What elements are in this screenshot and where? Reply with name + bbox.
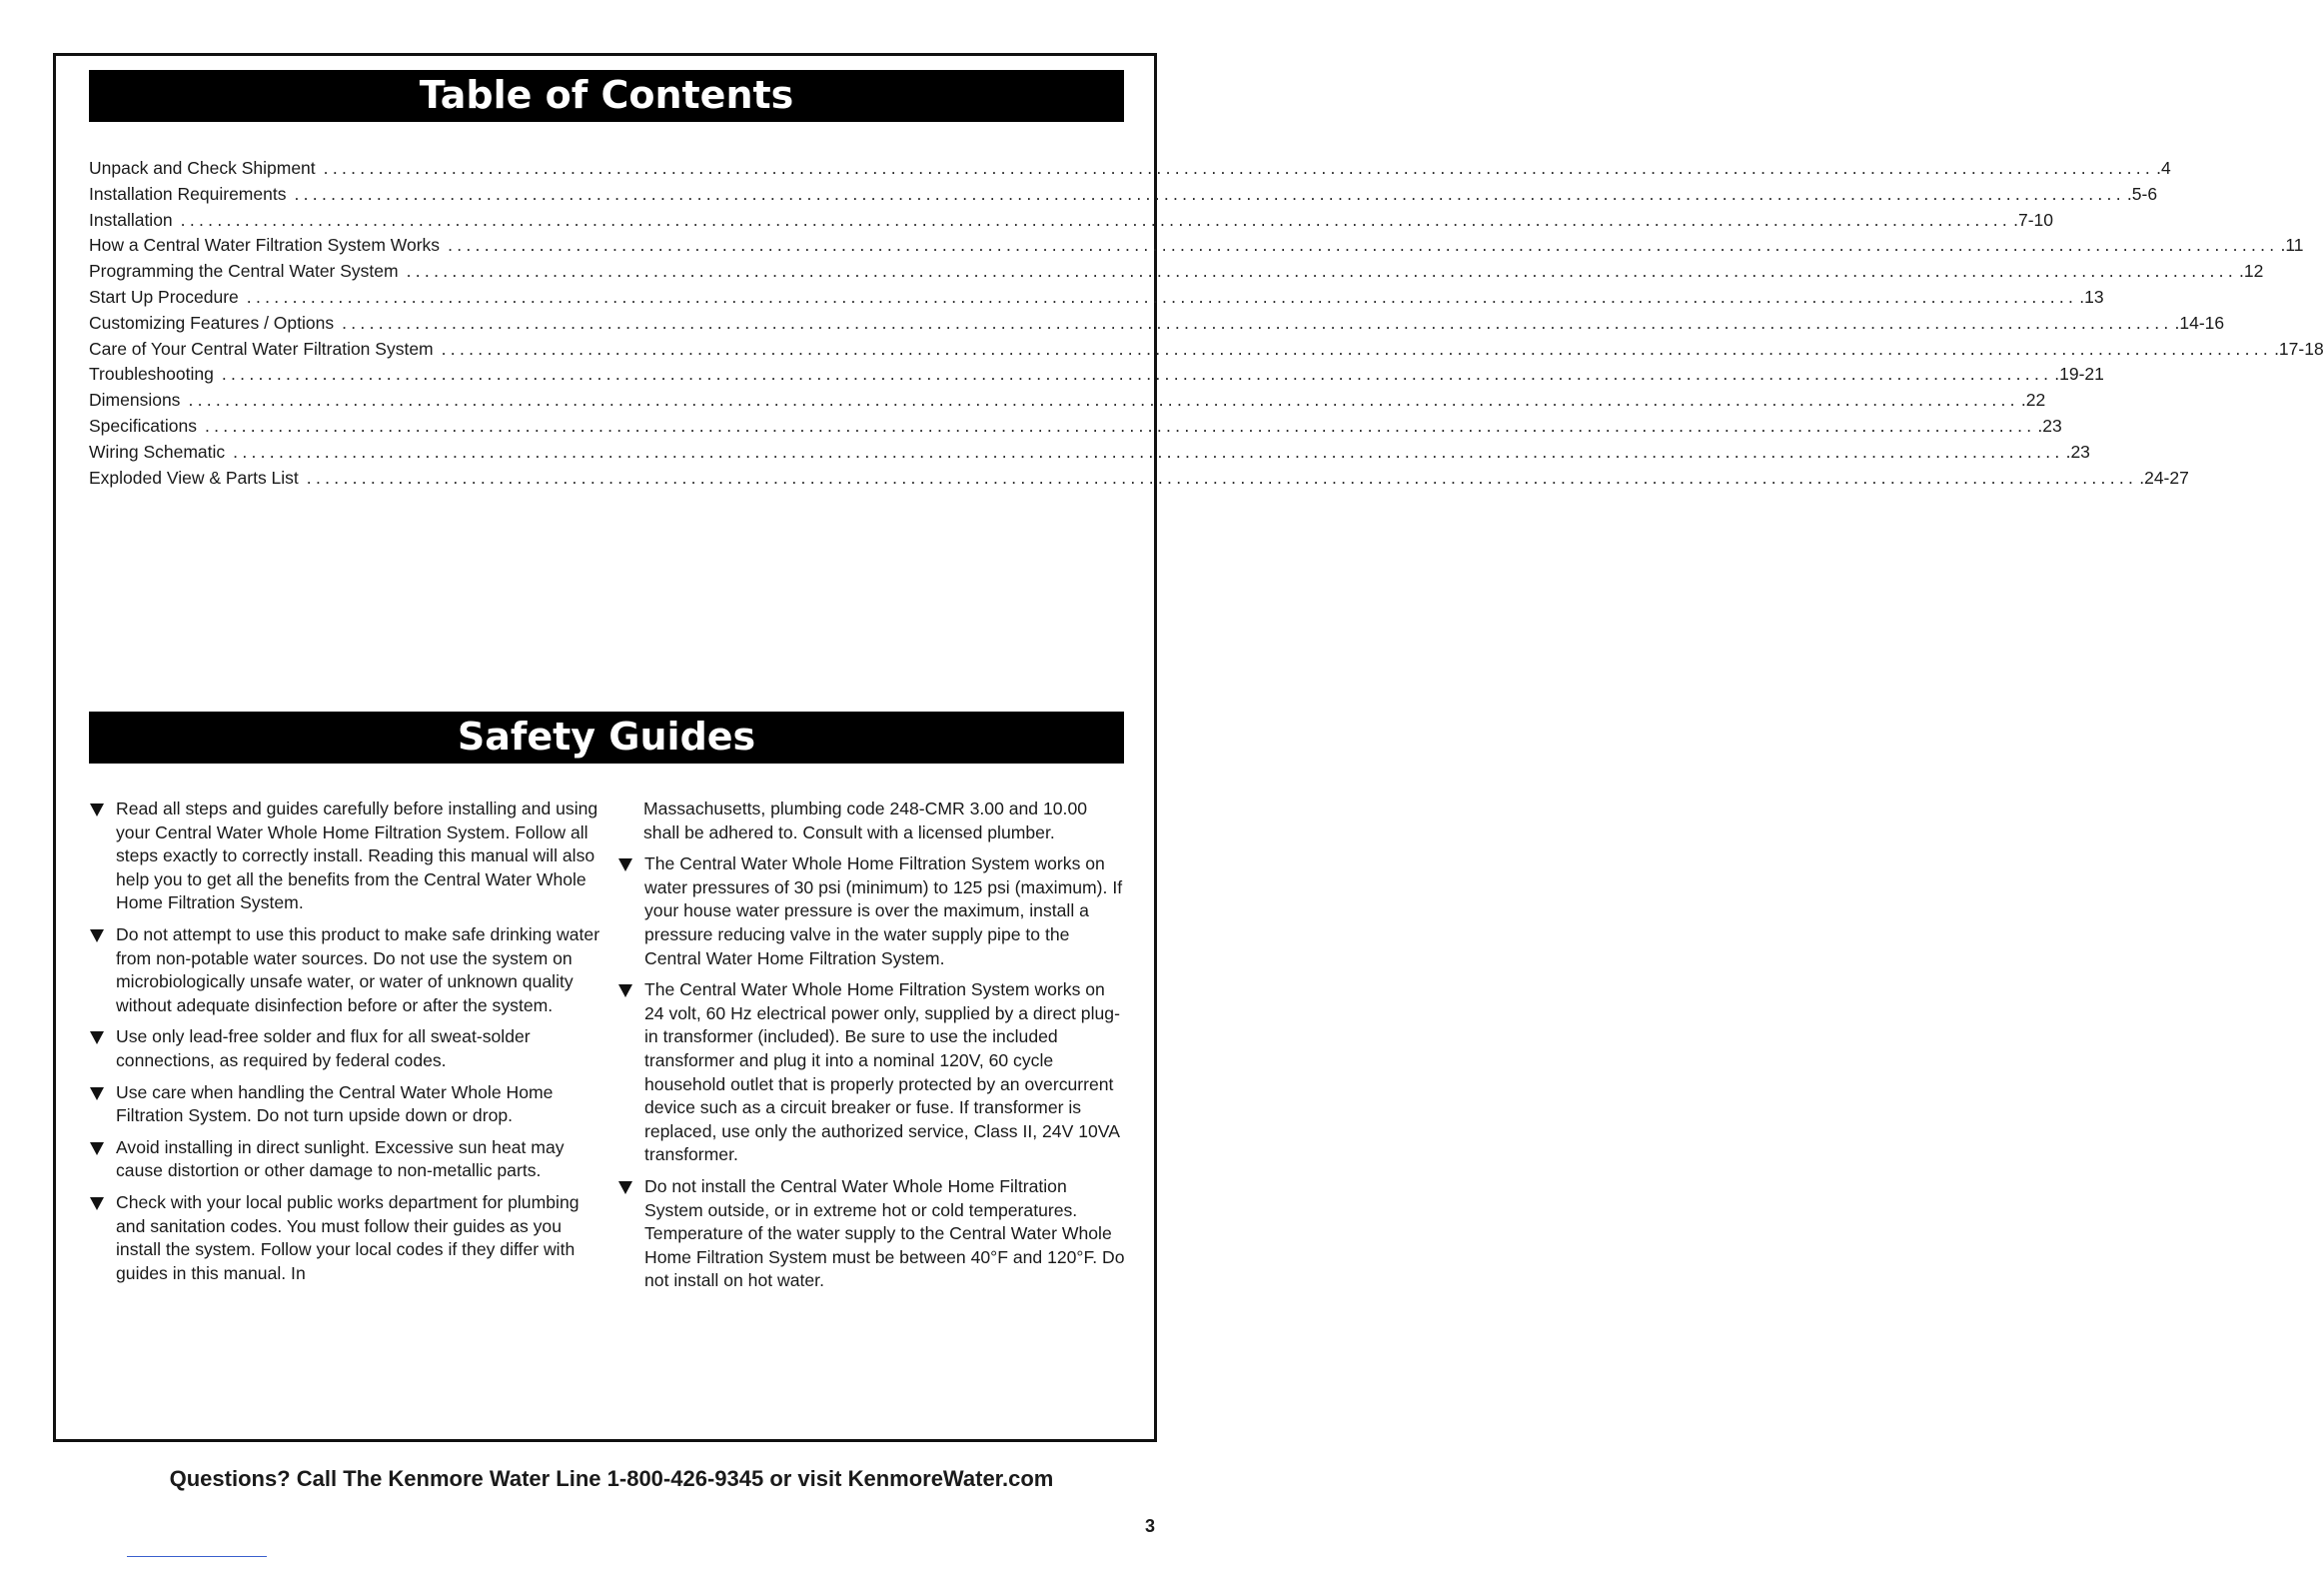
- toc-leader-dots: ........................................................................................................................................................................................................: [342, 312, 2173, 333]
- triangle-bullet-icon: [618, 984, 632, 997]
- safety-guide-item: [617, 1175, 1125, 1293]
- safety-guide-continuation: [617, 797, 1125, 844]
- toc-entry-page: .23: [2065, 441, 2090, 462]
- toc-entry-title: Programming the Central Water System: [89, 261, 399, 282]
- toc-entry-page: .24-27: [2139, 467, 2189, 488]
- safety-guide-item: [89, 1025, 600, 1072]
- toc-leader-dots: ........................................................................................................................................................................................................: [180, 209, 2012, 230]
- toc-entry-page: .11: [2280, 235, 2304, 256]
- toc-entry-page: .17-18: [2274, 338, 2324, 359]
- questions-footer: Questions? Call The Kenmore Water Line 1-800-426-9345 or visit KenmoreWater.com: [169, 1466, 1054, 1491]
- toc-entry-title: Specifications: [89, 415, 197, 436]
- toc-entry[interactable]: [89, 388, 2046, 414]
- triangle-bullet-icon: [90, 1197, 104, 1210]
- triangle-bullet-icon: [90, 803, 104, 816]
- page-number: 3: [1145, 1516, 1156, 1536]
- toc-entry-page: .5-6: [2126, 183, 2158, 204]
- toc-leader-dots: ........................................................................................................................................................................................................: [306, 467, 2138, 488]
- toc-entry[interactable]: [89, 466, 2189, 492]
- safety-guide-item: [89, 923, 600, 1017]
- safety-guide-item: [617, 978, 1125, 1167]
- triangle-bullet-icon: [90, 1087, 104, 1100]
- toc-entry-page: .13: [2079, 286, 2104, 307]
- toc-leader-dots: ........................................................................................................................................................................................................: [188, 390, 2019, 411]
- triangle-bullet-icon: [618, 858, 632, 871]
- toc-entry[interactable]: [89, 362, 2104, 388]
- toc-leader-dots: ........................................................................................................................................................................................................: [204, 415, 2036, 436]
- toc-entry-page: .23: [2037, 415, 2062, 436]
- safety-guide-text: Read all steps and guides carefully before installing and using your Central Water Whole Home Filtration System. Follow all steps exactly to correctly install. Reading this manual will also help you to get all the benefits from the Central Water Whole Home Filtration System.: [116, 798, 598, 913]
- toc-entry-title: Installation: [89, 209, 173, 230]
- safety-guide-text: Do not attempt to use this product to make safe drinking water from non-potable water sources. Do not use the system on microbiologically unsafe water, or water of unknown quality without adequate disinfection before or after the system.: [116, 923, 600, 1015]
- triangle-bullet-icon: [618, 1181, 632, 1194]
- toc-entry-title: Customizing Features / Options: [89, 312, 335, 333]
- toc-entry-page: .22: [2020, 390, 2046, 411]
- toc-leader-dots: ........................................................................................................................................................................................................: [221, 364, 2053, 385]
- toc-leader-dots: ........................................................................................................................................................................................................: [323, 158, 2155, 178]
- toc-leader-dots: ........................................................................................................................................................................................................: [233, 441, 2064, 462]
- toc-list: [89, 156, 2324, 491]
- toc-entry-title: Unpack and Check Shipment: [89, 158, 316, 178]
- safety-guide-item: [89, 1191, 600, 1285]
- bottom-link-rule: [127, 1556, 267, 1557]
- toc-entry-page: .19-21: [2054, 364, 2104, 385]
- toc-entry[interactable]: [89, 233, 2304, 259]
- toc-entry-title: Exploded View & Parts List: [89, 467, 299, 488]
- safety-guide-text: Check with your local public works department for plumbing and sanitation codes. You must follow their guides as you install the system. Follow your local codes if they differ with guides in this manual. In: [116, 1191, 580, 1283]
- toc-leader-dots: ........................................................................................................................................................................................................: [246, 286, 2078, 307]
- toc-entry-title: Installation Requirements: [89, 183, 287, 204]
- safety-guide-text: Use only lead-free solder and flux for all sweat-solder connections, as required by federal codes.: [116, 1026, 531, 1070]
- toc-entry[interactable]: [89, 311, 2225, 337]
- safety-guide-text: Avoid installing in direct sunlight. Excessive sun heat may cause distortion or other damage to non-metallic parts.: [116, 1136, 565, 1181]
- safety-guide-text: Do not install the Central Water Whole Home Filtration System outside, or in extreme hot or cold temperatures. Temperature of the water supply to the Central Water Whole Home Filtration System must be between 40°F and 120°F. Do not install on hot water.: [644, 1175, 1125, 1291]
- safety-guide-item: [89, 797, 600, 915]
- toc-entry-title: Dimensions: [89, 390, 181, 411]
- triangle-bullet-icon: [90, 1142, 104, 1155]
- toc-leader-dots: ........................................................................................................................................................................................................: [406, 261, 2238, 282]
- toc-entry[interactable]: [89, 156, 2171, 182]
- toc-entry-title: Troubleshooting: [89, 364, 214, 385]
- toc-entry[interactable]: [89, 337, 2324, 363]
- toc-entry-title: Start Up Procedure: [89, 286, 239, 307]
- toc-leader-dots: ........................................................................................................................................................................................................: [441, 338, 2273, 359]
- safety-guide-item: [89, 1081, 600, 1128]
- toc-entry-page: .14-16: [2174, 312, 2225, 333]
- toc-entry[interactable]: [89, 208, 2053, 234]
- triangle-bullet-icon: [90, 1031, 104, 1044]
- safety-guide-text: The Central Water Whole Home Filtration System works on 24 volt, 60 Hz electrical power only, supplied by a direct plug-in transformer (included). Be sure to use the included transformer and plug it into a nominal 120V, 60 cycle household outlet that is properly protected by an overcurrent device such as a circuit breaker or fuse. If transformer is replaced, use only the authorized service, Class II, 24V 10VA transformer.: [644, 979, 1120, 1165]
- safety-right-column: [617, 797, 1125, 1301]
- safety-guide-text: Use care when handling the Central Water Whole Home Filtration System. Do not turn upside down or drop.: [116, 1081, 554, 1126]
- toc-leader-dots: ........................................................................................................................................................................................................: [448, 235, 2279, 256]
- toc-leader-dots: ........................................................................................................................................................................................................: [294, 183, 2125, 204]
- safety-heading: Safety Guides: [89, 712, 1124, 764]
- toc-heading: Table of Contents: [89, 70, 1124, 122]
- safety-left-column: [89, 797, 600, 1293]
- safety-guide-item: [617, 852, 1125, 970]
- toc-entry[interactable]: [89, 182, 2158, 208]
- toc-entry-page: .4: [2156, 158, 2171, 178]
- triangle-bullet-icon: [90, 929, 104, 942]
- safety-guide-text: The Central Water Whole Home Filtration System works on water pressures of 30 psi (minimum) to 125 psi (maximum). If your house water pressure is over the maximum, install a pressure reducing valve in the water supply pipe to the Central Water Home Filtration System.: [644, 853, 1123, 968]
- toc-entry-title: Care of Your Central Water Filtration System: [89, 338, 434, 359]
- toc-entry-page: .12: [2239, 261, 2264, 282]
- toc-entry[interactable]: [89, 259, 2264, 285]
- safety-guide-item: [89, 1136, 600, 1183]
- toc-entry-page: .7-10: [2013, 209, 2053, 230]
- safety-guide-text: Massachusetts, plumbing code 248-CMR 3.00 and 10.00 shall be adhered to. Consult with a licensed plumber.: [643, 798, 1088, 842]
- toc-entry-title: Wiring Schematic: [89, 441, 226, 462]
- toc-entry[interactable]: [89, 414, 2062, 440]
- toc-entry[interactable]: [89, 285, 2104, 311]
- toc-entry-title: How a Central Water Filtration System Works: [89, 235, 441, 256]
- toc-entry[interactable]: [89, 440, 2090, 466]
